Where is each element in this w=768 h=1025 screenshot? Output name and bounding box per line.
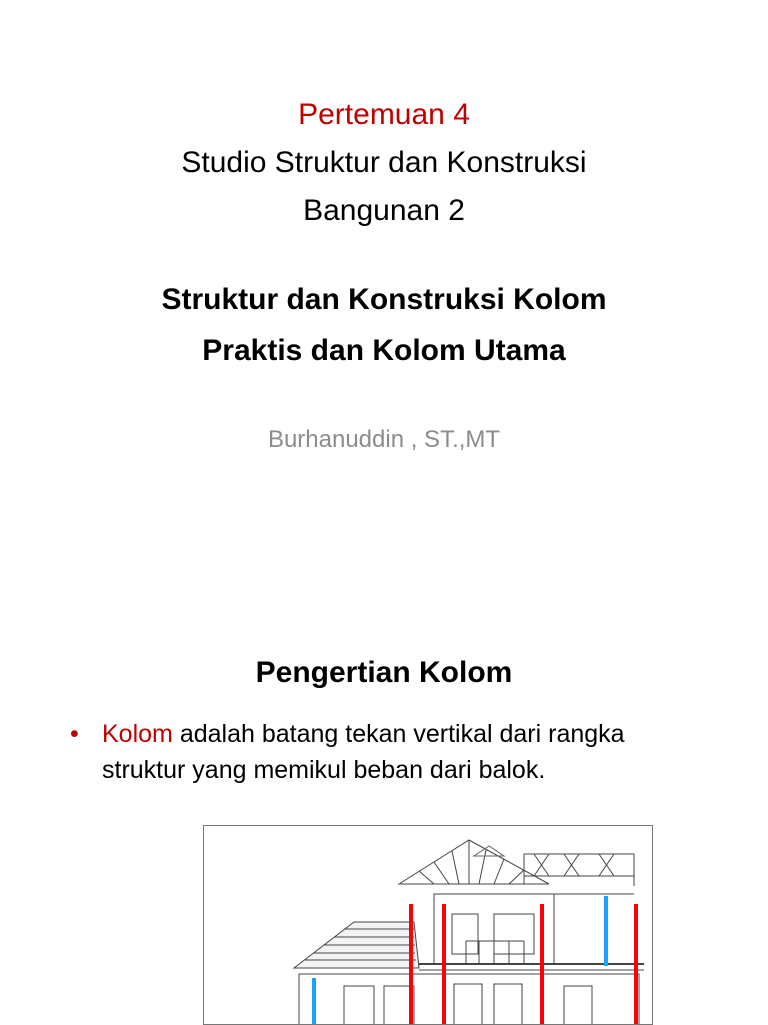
bullet-keyword: Kolom	[102, 720, 173, 748]
building-elevation-drawing	[204, 826, 653, 1025]
lower-left-roof	[294, 922, 419, 968]
upper-roof-truss	[399, 840, 634, 886]
bullet-dot-icon: •	[70, 720, 79, 748]
slide-title: Pengertian Kolom	[255, 656, 513, 689]
ground-storey	[299, 974, 639, 1025]
upper-storey	[419, 894, 644, 970]
author-name: Burhanuddin , ST.,MT	[267, 426, 501, 453]
content-slide	[0, 620, 768, 1024]
course-title-line2: Bangunan 2	[303, 194, 465, 227]
topic-title-line2: Praktis dan Kolom Utama	[202, 334, 566, 367]
meeting-label: Pertemuan 4	[298, 98, 470, 131]
bullet-text	[102, 716, 662, 788]
building-elevation-figure	[203, 825, 653, 1025]
topic-title-line1: Struktur dan Konstruksi Kolom	[161, 283, 607, 316]
course-title-line1: Studio Struktur dan Konstruksi	[181, 146, 587, 179]
bullet-body: adalah batang tekan vertikal dari rangka struktur yang memikul beban dari balok.	[102, 720, 625, 784]
